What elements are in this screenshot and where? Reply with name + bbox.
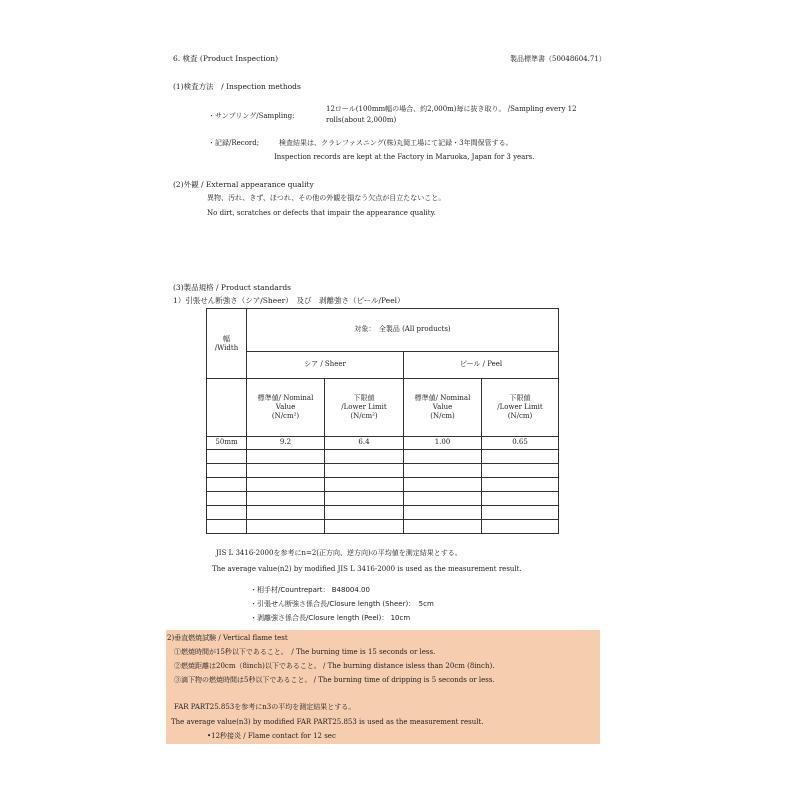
table-row-empty bbox=[207, 505, 559, 519]
cell-shear-nominal: 9.2 bbox=[247, 436, 325, 449]
jis-note-jp: JIS L 3416-2000を参考にn=2(正方向、逆方向)の平均値を測定結果とする。 bbox=[216, 549, 462, 557]
closure-peel-note: ・剥離強さ係合長/Closure length (Peel)： 10cm bbox=[250, 614, 411, 622]
record-label: ・記録/Record; bbox=[208, 139, 260, 147]
table-row-empty bbox=[207, 491, 559, 505]
sampling-text-line2: rolls(about 2,000m) bbox=[326, 116, 397, 124]
section-title: 6. 検査 (Product Inspection) bbox=[173, 54, 278, 63]
width-header: 幅 /Width bbox=[207, 309, 247, 379]
sampling-text-line1: 12ロール(100mm幅の場合、約2,000m)毎に抜き取り。 /Sampling every 12 bbox=[326, 105, 577, 113]
sampling-label: ・サンプリング/Sampling: bbox=[208, 112, 295, 120]
cell-shear-lower: 6.4 bbox=[325, 436, 404, 449]
flame-item-2: ②燃焼距離は20cm（8inch)以下であること。 / The burning distance isless than 20cm (8inch). bbox=[174, 662, 495, 670]
table-row-empty bbox=[207, 463, 559, 477]
product-standards-table bbox=[206, 308, 559, 534]
record-text-line2: Inspection records are kept at the Factory in Maruoka, Japan for 3 years. bbox=[274, 153, 535, 161]
width-header-spacer bbox=[207, 379, 247, 437]
table-row-empty bbox=[207, 450, 559, 464]
closure-shear-note: ・引張せん断強さ係合長/Closure length (Sheer)： 5cm bbox=[250, 600, 434, 608]
product-standards-heading: (3)製品規格 / Product standards bbox=[173, 283, 291, 292]
jis-note-en: The average value(n2) by modified JIS L 3416-2000 is used as the measurement result. bbox=[212, 565, 522, 573]
flame-contact-note: •12秒接炎 / Flame contact for 12 sec bbox=[207, 732, 336, 740]
table-row bbox=[207, 436, 559, 449]
product-standards-subheading: 1）引張せん断強さ（シア/Sheer） 及び 剥離強さ（ピール/Peel） bbox=[173, 296, 405, 305]
shear-lower-header: 下限値 /Lower Limit (N/cm²) bbox=[325, 379, 404, 437]
appearance-heading: (2)外観 / External appearance quality bbox=[173, 180, 314, 189]
record-text-line1: 検査結果は、クラレファスニング(株)丸岡工場にて記録・3年間保管する。 bbox=[279, 139, 513, 147]
flame-item-1: ①燃焼時間が15秒以下であること。 / The burning time is 15 seconds or less. bbox=[174, 648, 436, 656]
document-number: 製品標準書（50048604.71） bbox=[510, 55, 606, 63]
table-row-empty bbox=[207, 477, 559, 491]
peel-nominal-header: 標準値/ Nominal Value (N/cm) bbox=[404, 379, 482, 437]
appearance-text-jp: 異物、汚れ、きず、ほつれ、その他の外観を損なう欠点が目立たないこと。 bbox=[207, 194, 446, 202]
far-note-jp: FAR PART25.853を参考にn3の平均を測定結果とする。 bbox=[174, 703, 356, 711]
target-header: 対象： 全製品 (All products) bbox=[247, 309, 559, 352]
appearance-text-en: No dirt, scratches or defects that impair the appearance quality. bbox=[207, 209, 436, 217]
flame-heading: 2)垂直燃焼試験 / Vertical flame test bbox=[167, 634, 288, 642]
shear-nominal-header: 標準値/ Nominal Value (N/cm²) bbox=[247, 379, 325, 437]
cell-peel-nominal: 1.00 bbox=[404, 436, 482, 449]
inspection-methods-heading: (1)検査方法 / Inspection methods bbox=[173, 82, 301, 91]
peel-header: ピール / Peel bbox=[404, 351, 559, 378]
countrepart-note: ・相手材/Countrepart： B48004.00 bbox=[250, 586, 370, 594]
table-row-empty bbox=[207, 519, 559, 533]
cell-peel-lower: 0.65 bbox=[482, 436, 559, 449]
shear-header: シア / Sheer bbox=[247, 351, 404, 378]
cell-width: 50mm bbox=[207, 436, 247, 449]
peel-lower-header: 下限値 /Lower Limit (N/cm) bbox=[482, 379, 559, 437]
flame-item-3: ③滴下物の燃焼時間は5秒以下であること。 / The burning time of dripping is 5 seconds or less. bbox=[174, 676, 495, 684]
far-note-en: The average value(n3) by modified FAR PART25.853 is used as the measurement result. bbox=[171, 718, 484, 726]
